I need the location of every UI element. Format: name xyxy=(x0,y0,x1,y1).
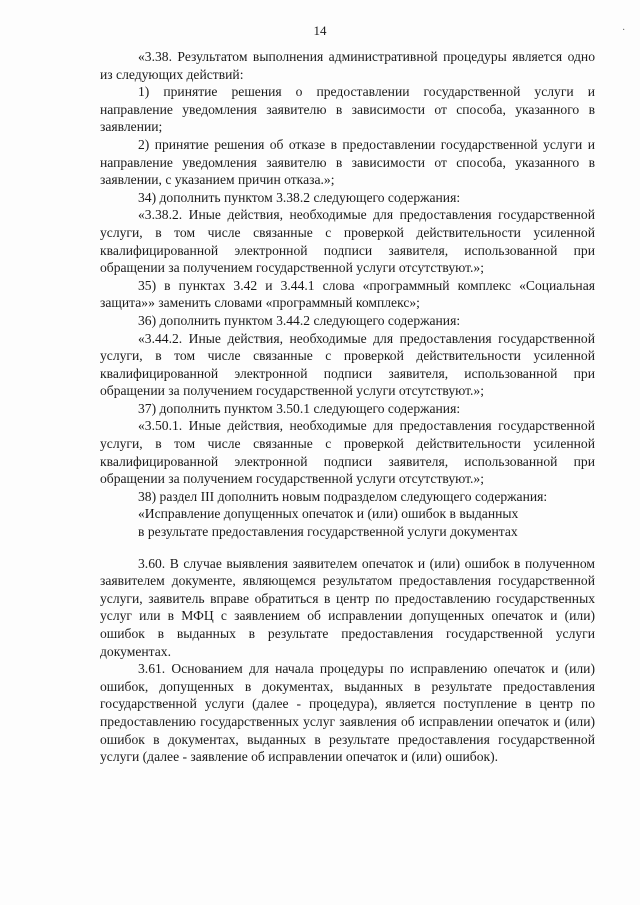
paragraph-3-50-1: «3.50.1. Иные действия, необходимые для предоставления государственной услуги, в том числе связанные с проверкой действительности усиленной квалифицированной электронной подписи заявителя, использованной при обращении за получением государственной услуги отсутствуют.»; xyxy=(100,418,595,487)
paragraph-3-38-2: «3.38.2. Иные действия, необходимые для предоставления государственной услуги, в том числе связанные с проверкой действительности усиленной квалифицированной электронной подписи заявителя, использованной при обращении за получением государственной услуги отсутствуют.»; xyxy=(100,207,595,276)
paragraph-amend-37: 37) дополнить пунктом 3.50.1 следующего содержания: xyxy=(138,400,461,416)
document-body xyxy=(100,48,595,766)
page-number: 14 xyxy=(313,23,327,38)
subsection-title-line-2: в результате предоставления государственной услуги документах xyxy=(138,524,518,540)
corner-mark: · xyxy=(622,25,626,36)
paragraph-amend-38: 38) раздел III дополнить новым подразделом следующего содержания: xyxy=(138,488,548,504)
paragraph-item-1: 1) принятие решения о предоставлении государственной услуги и направление уведомления заявителю в зависимости от способа, указанного в заявлении; xyxy=(100,84,595,135)
paragraph-3-61: 3.61. Основанием для начала процедуры по исправлению опечаток и (или) ошибок, допущенных в документах, выданных в результате предоставления государственной услуги (далее - процедура), является поступление в центр по предоставлению государственных услуг заявления об исправлении опечаток и (или) ошибок в документах, выданных в результате предоставления государственной услуги (далее - заявление об исправлении опечаток и (или) ошибок). xyxy=(100,661,595,765)
paragraph-amend-36: 36) дополнить пунктом 3.44.2 следующего содержания: xyxy=(138,312,461,328)
paragraph-item-2: 2) принятие решения об отказе в предоставлении государственной услуги и направление уведомления заявителю в зависимости от способа, указанного в заявлении, с указанием причин отказа.»; xyxy=(100,136,595,188)
subsection-title-line-1: «Исправление допущенных опечаток и (или) ошибок в выданных xyxy=(138,506,519,522)
paragraph-amend-35: 35) в пунктах 3.42 и 3.44.1 слова «программный комплекс «Социальная защита»» заменить словами «программный комплекс»; xyxy=(100,277,595,311)
paragraph-amend-34: 34) дополнить пунктом 3.38.2 следующего содержания: xyxy=(138,189,461,205)
paragraph-3-60: 3.60. В случае выявления заявителем опечаток и (или) ошибок в полученном заявителем документе, являющемся результатом предоставления государственной услуги, заявитель вправе обратиться в центр по предоставлению государственных услуг или в МФЦ с заявлением об исправлении допущенных опечаток и (или) ошибок в выданных в результате предоставления государственной услуги документах. xyxy=(100,555,595,659)
paragraph-3-44-2: «3.44.2. Иные действия, необходимые для предоставления государственной услуги, в том числе связанные с проверкой действительности усиленной квалифицированной электронной подписи заявителя, использованной при обращении за получением государственной услуги отсутствуют.»; xyxy=(100,330,595,399)
paragraph-3-38: «3.38. Результатом выполнения административной процедуры является одно из следующих действий: xyxy=(100,49,595,82)
spacer xyxy=(100,541,595,555)
